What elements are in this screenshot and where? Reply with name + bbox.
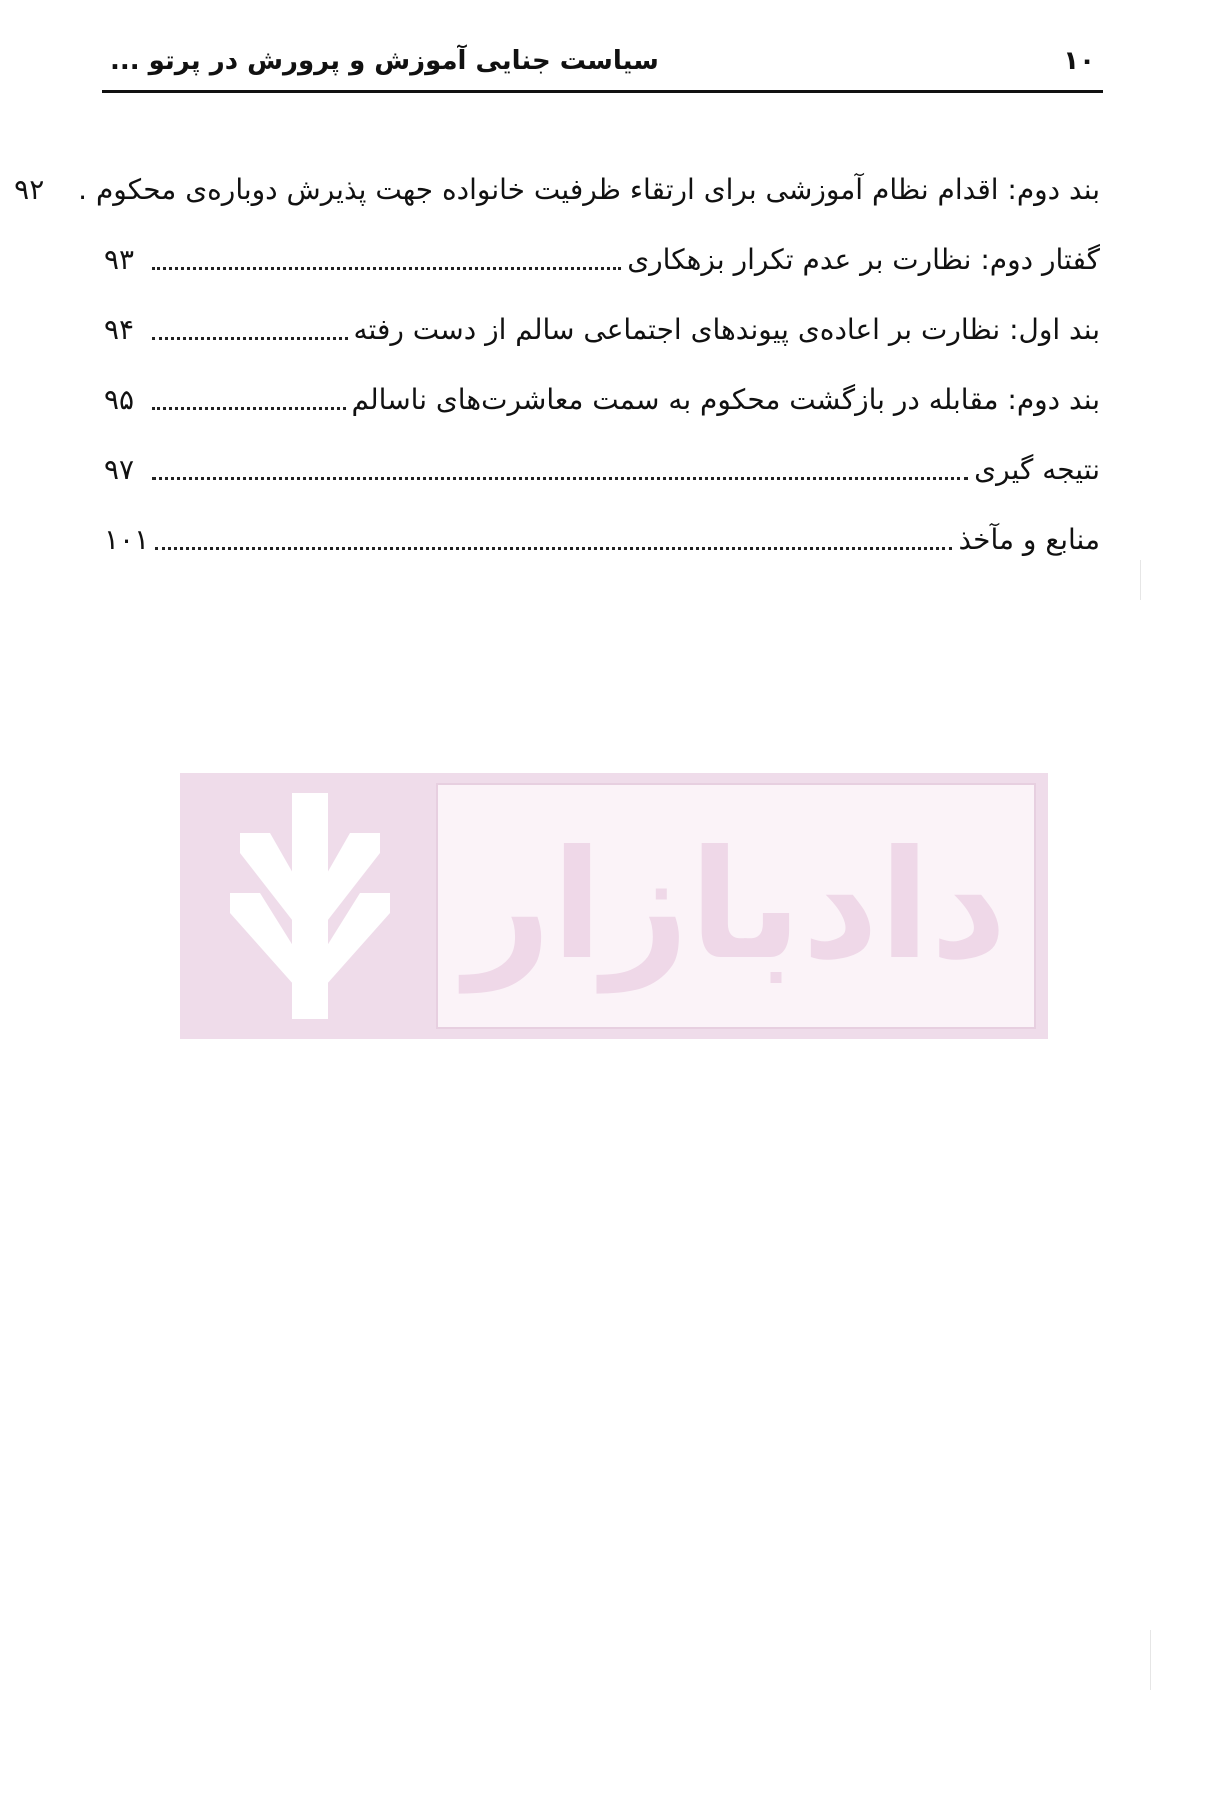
toc-entry-page: ۱۰۱ (104, 523, 150, 556)
running-header (102, 40, 1103, 92)
toc-entry-title: منابع و مآخذ (958, 523, 1100, 556)
toc-leader (152, 337, 348, 340)
scan-artifact (1140, 560, 1141, 600)
scan-artifact (1150, 1630, 1151, 1690)
toc-entry-page: ۹۷ (104, 453, 135, 486)
running-title: سیاست جنایی آموزش و پرورش در پرتو ... (110, 46, 659, 76)
watermark-logo-icon (220, 793, 400, 1019)
watermark-text: دادبازار (464, 819, 1008, 993)
toc-entry-page: ۹۵ (104, 383, 135, 416)
table-of-contents (14, 140, 1100, 560)
watermark-text-panel (436, 783, 1036, 1029)
toc-entry-title: بند دوم: مقابله در بازگشت محکوم به سمت معاشرت‌های ناسالم (351, 383, 1100, 416)
toc-entry (14, 140, 1100, 210)
toc-leader (155, 547, 952, 550)
toc-entry-page: ۹۲ (14, 173, 45, 206)
toc-leader (152, 267, 621, 270)
toc-leader (152, 477, 968, 480)
toc-leader (152, 407, 346, 410)
toc-entry (104, 280, 1100, 350)
toc-entry (104, 490, 1100, 560)
toc-entry (104, 210, 1100, 280)
watermark (180, 773, 1048, 1039)
toc-entry-title: نتیجه گیری (974, 453, 1100, 486)
toc-entry (104, 420, 1100, 490)
toc-entry-title: بند اول: نظارت بر اعاده‌ی پیوندهای اجتماعی سالم از دست رفته (353, 313, 1100, 346)
toc-entry-title: بند دوم: اقدام نظام آموزشی برای ارتقاء ظرفیت خانواده جهت پذیرش دوباره‌ی محکوم . (78, 173, 1100, 206)
page-number: ۱۰ (1063, 46, 1095, 76)
toc-entry-page: ۹۴ (104, 313, 135, 346)
header-rule (102, 90, 1103, 93)
toc-entry-page: ۹۳ (104, 243, 135, 276)
toc-entry-title: گفتار دوم: نظارت بر عدم تکرار بزهکاری (627, 243, 1100, 276)
toc-entry (104, 350, 1100, 420)
